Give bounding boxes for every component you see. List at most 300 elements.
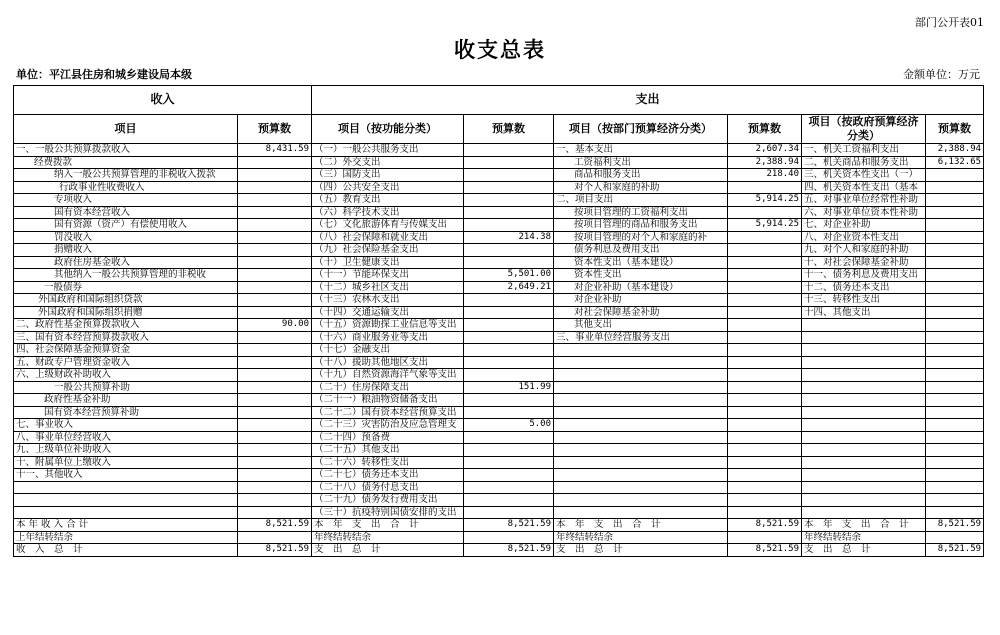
- cell-gov-economic-budget: [926, 294, 984, 307]
- cell-income-item: 行政事业性收费收入: [14, 181, 238, 194]
- cell-dept-economic-item: 支 出 总 计: [554, 544, 728, 557]
- table-row: [14, 269, 984, 282]
- cell-gov-economic-budget: [926, 456, 984, 469]
- cell-dept-economic-item: [554, 369, 728, 382]
- cell-income-budget: [238, 219, 312, 232]
- cell-dept-economic-item: 年终结转结余: [554, 531, 728, 544]
- table-row: [14, 369, 984, 382]
- cell-income-item: 一般债券: [14, 281, 238, 294]
- table-row: [14, 344, 984, 357]
- cell-functional-item: （十）卫生健康支出: [312, 256, 464, 269]
- cell-dept-economic-budget: [728, 456, 802, 469]
- cell-gov-economic-budget: 8,521.59: [926, 519, 984, 532]
- table-row: [14, 194, 984, 207]
- cell-gov-economic-item: [802, 481, 926, 494]
- cell-gov-economic-item: [802, 431, 926, 444]
- cell-income-budget: [238, 356, 312, 369]
- cell-dept-economic-item: [554, 356, 728, 369]
- col-header-functional-budget: 预算数: [464, 115, 554, 144]
- cell-income-item: 四、社会保障基金预算资金: [14, 344, 238, 357]
- cell-income-budget: 8,521.59: [238, 519, 312, 532]
- cell-gov-economic-budget: [926, 206, 984, 219]
- cell-functional-item: （八）社会保障和就业支出: [312, 231, 464, 244]
- cell-gov-economic-budget: [926, 481, 984, 494]
- col-header-income-budget: 预算数: [238, 115, 312, 144]
- table-row: [14, 181, 984, 194]
- table-row: [14, 169, 984, 182]
- cell-dept-economic-item: [554, 494, 728, 507]
- cell-functional-item: （三）国防支出: [312, 169, 464, 182]
- cell-functional-item: （十九）自然资源海洋气象等支出: [312, 369, 464, 382]
- table-row: [14, 319, 984, 332]
- cell-functional-budget: [464, 356, 554, 369]
- cell-income-item: 上年结转结余: [14, 531, 238, 544]
- cell-gov-economic-budget: [926, 194, 984, 207]
- cell-functional-item: （二十二）国有资本经营预算支出: [312, 406, 464, 419]
- cell-gov-economic-budget: 6,132.65: [926, 156, 984, 169]
- cell-dept-economic-budget: [728, 469, 802, 482]
- cell-income-item: 一般公共预算补助: [14, 381, 238, 394]
- cell-dept-economic-budget: [728, 294, 802, 307]
- cell-dept-economic-item: 按项目管理的工资福利支出: [554, 206, 728, 219]
- cell-dept-economic-budget: [728, 306, 802, 319]
- cell-dept-economic-item: 二、项目支出: [554, 194, 728, 207]
- cell-dept-economic-item: 对个人和家庭的补助: [554, 181, 728, 194]
- cell-functional-budget: [464, 319, 554, 332]
- cell-dept-economic-budget: [728, 406, 802, 419]
- cell-functional-item: （二十七）债务还本支出: [312, 469, 464, 482]
- cell-functional-item: （十四）交通运输支出: [312, 306, 464, 319]
- cell-gov-economic-item: 九、对个人和家庭的补助: [802, 244, 926, 257]
- col-header-functional-item: 项目（按功能分类）: [312, 115, 464, 144]
- cell-functional-item: 本 年 支 出 合 计: [312, 519, 464, 532]
- cell-dept-economic-budget: [728, 331, 802, 344]
- cell-functional-budget: 214.38: [464, 231, 554, 244]
- cell-gov-economic-item: [802, 419, 926, 432]
- cell-income-budget: [238, 469, 312, 482]
- cell-functional-budget: [464, 506, 554, 519]
- cell-functional-item: （十二）城乡社区支出: [312, 281, 464, 294]
- cell-dept-economic-item: 商品和服务支出: [554, 169, 728, 182]
- cell-functional-item: 支 出 总 计: [312, 544, 464, 557]
- cell-functional-item: （十五）资源勘探工业信息等支出: [312, 319, 464, 332]
- cell-functional-item: （十六）商业服务业等支出: [312, 331, 464, 344]
- cell-income-budget: [238, 256, 312, 269]
- cell-functional-item: （二十六）转移性支出: [312, 456, 464, 469]
- cell-gov-economic-item: [802, 469, 926, 482]
- cell-dept-economic-item: [554, 506, 728, 519]
- cell-gov-economic-budget: [926, 269, 984, 282]
- cell-income-budget: [238, 181, 312, 194]
- cell-gov-economic-budget: [926, 369, 984, 382]
- cell-income-item: 三、国有资本经营预算拨款收入: [14, 331, 238, 344]
- cell-income-budget: [238, 306, 312, 319]
- col-header-gov-economic-item: 项目（按政府预算经济分类）: [802, 115, 926, 144]
- cell-functional-budget: [464, 206, 554, 219]
- cell-dept-economic-budget: [728, 206, 802, 219]
- cell-gov-economic-budget: [926, 281, 984, 294]
- cell-functional-item: （十三）农林水支出: [312, 294, 464, 307]
- cell-functional-budget: [464, 306, 554, 319]
- cell-income-item: 政府住房基金收入: [14, 256, 238, 269]
- cell-gov-economic-budget: [926, 319, 984, 332]
- cell-income-item: [14, 506, 238, 519]
- cell-gov-economic-budget: [926, 431, 984, 444]
- cell-gov-economic-budget: [926, 344, 984, 357]
- cell-gov-economic-item: 十、对社会保障基金补助: [802, 256, 926, 269]
- cell-dept-economic-item: [554, 431, 728, 444]
- cell-dept-economic-item: 对社会保障基金补助: [554, 306, 728, 319]
- col-header-dept-economic-budget: 预算数: [728, 115, 802, 144]
- cell-dept-economic-item: 按项目管理的对个人和家庭的补: [554, 231, 728, 244]
- cell-income-budget: [238, 431, 312, 444]
- table-row: [14, 156, 984, 169]
- cell-gov-economic-budget: [926, 169, 984, 182]
- cell-dept-economic-item: 对企业补助（基本建设）: [554, 281, 728, 294]
- table-row: [14, 431, 984, 444]
- cell-functional-budget: [464, 244, 554, 257]
- cell-functional-item: （二十）住房保障支出: [312, 381, 464, 394]
- cell-income-budget: 8,431.59: [238, 144, 312, 157]
- cell-income-item: 经费拨款: [14, 156, 238, 169]
- cell-dept-economic-budget: [728, 356, 802, 369]
- cell-dept-economic-budget: [728, 369, 802, 382]
- budget-summary-table: [13, 85, 984, 557]
- cell-functional-budget: [464, 481, 554, 494]
- col-header-dept-economic-item: 项目（按部门预算经济分类）: [554, 115, 728, 144]
- cell-income-item: 八、事业单位经营收入: [14, 431, 238, 444]
- cell-income-budget: [238, 506, 312, 519]
- table-row: [14, 219, 984, 232]
- cell-functional-item: （十八）援助其他地区支出: [312, 356, 464, 369]
- cell-dept-economic-item: 对企业补助: [554, 294, 728, 307]
- cell-income-budget: [238, 394, 312, 407]
- col-header-income-item: 项目: [14, 115, 238, 144]
- cell-gov-economic-budget: [926, 181, 984, 194]
- cell-gov-economic-item: 支 出 总 计: [802, 544, 926, 557]
- cell-dept-economic-item: [554, 344, 728, 357]
- cell-income-budget: [238, 531, 312, 544]
- cell-functional-budget: [464, 531, 554, 544]
- cell-functional-item: （二十九）债务发行费用支出: [312, 494, 464, 507]
- table-row: [14, 406, 984, 419]
- cell-gov-economic-budget: 2,388.94: [926, 144, 984, 157]
- cell-dept-economic-budget: [728, 394, 802, 407]
- cell-dept-economic-budget: [728, 231, 802, 244]
- cell-functional-budget: 8,521.59: [464, 544, 554, 557]
- cell-income-item: 收 入 总 计: [14, 544, 238, 557]
- cell-functional-item: （二十一）粮油物资储备支出: [312, 394, 464, 407]
- cell-functional-item: （三十）抗疫特别国债安排的支出: [312, 506, 464, 519]
- cell-functional-budget: [464, 256, 554, 269]
- cell-dept-economic-budget: [728, 444, 802, 457]
- cell-gov-economic-item: 三、机关资本性支出（一）: [802, 169, 926, 182]
- cell-functional-budget: [464, 406, 554, 419]
- cell-gov-economic-budget: [926, 506, 984, 519]
- cell-dept-economic-budget: [728, 256, 802, 269]
- cell-gov-economic-item: 十一、债务利息及费用支出: [802, 269, 926, 282]
- table-row: [14, 331, 984, 344]
- cell-gov-economic-budget: [926, 356, 984, 369]
- cell-gov-economic-budget: [926, 494, 984, 507]
- cell-gov-economic-budget: 8,521.59: [926, 544, 984, 557]
- cell-functional-budget: [464, 394, 554, 407]
- cell-gov-economic-item: 一、机关工资福利支出: [802, 144, 926, 157]
- cell-gov-economic-item: [802, 406, 926, 419]
- cell-gov-economic-budget: [926, 381, 984, 394]
- cell-functional-item: （四）公共安全支出: [312, 181, 464, 194]
- cell-functional-budget: 5.00: [464, 419, 554, 432]
- section-header-row: [14, 86, 984, 115]
- cell-income-budget: [238, 294, 312, 307]
- cell-income-item: 罚没收入: [14, 231, 238, 244]
- cell-dept-economic-budget: 5,914.25: [728, 194, 802, 207]
- cell-income-item: 十、附属单位上缴收入: [14, 456, 238, 469]
- cell-functional-budget: [464, 219, 554, 232]
- cell-income-budget: [238, 456, 312, 469]
- cell-functional-item: （六）科学技术支出: [312, 206, 464, 219]
- cell-dept-economic-item: [554, 394, 728, 407]
- cell-dept-economic-item: [554, 469, 728, 482]
- cell-income-item: 国有资源（资产）有偿使用收入: [14, 219, 238, 232]
- cell-dept-economic-budget: 8,521.59: [728, 544, 802, 557]
- cell-functional-item: 年终结转结余: [312, 531, 464, 544]
- cell-dept-economic-budget: [728, 269, 802, 282]
- table-row: [14, 281, 984, 294]
- cell-income-budget: [238, 281, 312, 294]
- cell-functional-item: （一）一般公共服务支出: [312, 144, 464, 157]
- cell-dept-economic-budget: [728, 494, 802, 507]
- cell-functional-budget: [464, 494, 554, 507]
- cell-dept-economic-item: [554, 381, 728, 394]
- cell-income-budget: [238, 231, 312, 244]
- cell-income-budget: [238, 419, 312, 432]
- cell-income-item: 一、一般公共预算拨款收入: [14, 144, 238, 157]
- cell-gov-economic-budget: [926, 394, 984, 407]
- table-row: [14, 256, 984, 269]
- cell-functional-budget: [464, 194, 554, 207]
- cell-gov-economic-item: 十三、转移性支出: [802, 294, 926, 307]
- cell-income-budget: [238, 481, 312, 494]
- cell-gov-economic-item: 十四、其他支出: [802, 306, 926, 319]
- cell-dept-economic-budget: 218.40: [728, 169, 802, 182]
- cell-gov-economic-item: [802, 494, 926, 507]
- cell-functional-budget: 5,501.00: [464, 269, 554, 282]
- cell-gov-economic-item: [802, 356, 926, 369]
- cell-functional-budget: [464, 469, 554, 482]
- cell-dept-economic-item: 一、基本支出: [554, 144, 728, 157]
- cell-dept-economic-budget: [728, 244, 802, 257]
- income-section-header: 收入: [14, 86, 312, 115]
- cell-income-item: 本 年 收 入 合 计: [14, 519, 238, 532]
- table-row: [14, 469, 984, 482]
- cell-dept-economic-item: 本 年 支 出 合 计: [554, 519, 728, 532]
- cell-functional-item: （二十五）其他支出: [312, 444, 464, 457]
- cell-dept-economic-budget: 5,914.25: [728, 219, 802, 232]
- cell-dept-economic-item: [554, 481, 728, 494]
- cell-gov-economic-item: 年终结转结余: [802, 531, 926, 544]
- money-unit-label: 金额单位：万元: [903, 68, 980, 81]
- cell-gov-economic-item: 六、对事业单位资本性补助: [802, 206, 926, 219]
- cell-income-item: 五、财政专户管理资金收入: [14, 356, 238, 369]
- cell-income-item: 捐赠收入: [14, 244, 238, 257]
- form-number: 部门公开表01: [915, 16, 984, 29]
- cell-gov-economic-budget: [926, 419, 984, 432]
- cell-income-item: 纳入一般公共预算管理的非税收入拨款: [14, 169, 238, 182]
- cell-income-budget: [238, 194, 312, 207]
- cell-income-budget: 90.00: [238, 319, 312, 332]
- cell-gov-economic-item: [802, 506, 926, 519]
- cell-income-item: [14, 494, 238, 507]
- cell-functional-budget: [464, 444, 554, 457]
- cell-income-budget: [238, 331, 312, 344]
- page-title: 收支总表: [454, 37, 546, 62]
- column-header-row: [14, 115, 984, 144]
- cell-functional-item: （十七）金融支出: [312, 344, 464, 357]
- cell-gov-economic-budget: [926, 406, 984, 419]
- cell-income-item: 九、上级单位补助收入: [14, 444, 238, 457]
- cell-dept-economic-item: [554, 456, 728, 469]
- cell-dept-economic-budget: 8,521.59: [728, 519, 802, 532]
- cell-gov-economic-item: 七、对企业补助: [802, 219, 926, 232]
- cell-functional-item: （二十三）灾害防治及应急管理支: [312, 419, 464, 432]
- cell-gov-economic-item: [802, 394, 926, 407]
- cell-gov-economic-item: [802, 344, 926, 357]
- cell-income-budget: [238, 381, 312, 394]
- cell-income-item: [14, 481, 238, 494]
- cell-dept-economic-budget: [728, 531, 802, 544]
- cell-gov-economic-item: [802, 331, 926, 344]
- cell-gov-economic-item: [802, 444, 926, 457]
- cell-gov-economic-item: 二、机关商品和服务支出: [802, 156, 926, 169]
- cell-income-budget: [238, 369, 312, 382]
- cell-dept-economic-budget: [728, 181, 802, 194]
- cell-gov-economic-budget: [926, 444, 984, 457]
- cell-income-budget: [238, 206, 312, 219]
- cell-functional-budget: [464, 156, 554, 169]
- cell-functional-item: （十一）节能环保支出: [312, 269, 464, 282]
- cell-functional-budget: [464, 456, 554, 469]
- table-row: [14, 394, 984, 407]
- cell-dept-economic-budget: [728, 506, 802, 519]
- cell-gov-economic-budget: [926, 231, 984, 244]
- table-row: [14, 381, 984, 394]
- cell-income-item: 外国政府和国际组织捐赠: [14, 306, 238, 319]
- cell-functional-budget: 8,521.59: [464, 519, 554, 532]
- table-row: [14, 419, 984, 432]
- table-row: [14, 144, 984, 157]
- cell-functional-budget: 151.99: [464, 381, 554, 394]
- cell-functional-item: （七）文化旅游体育与传媒支出: [312, 219, 464, 232]
- cell-income-item: 外国政府和国际组织贷款: [14, 294, 238, 307]
- table-row: [14, 356, 984, 369]
- cell-dept-economic-item: 资本性支出: [554, 269, 728, 282]
- cell-income-item: 其他纳入一般公共预算管理的非税收: [14, 269, 238, 282]
- cell-gov-economic-budget: [926, 219, 984, 232]
- cell-functional-budget: [464, 331, 554, 344]
- cell-income-budget: [238, 269, 312, 282]
- cell-income-budget: [238, 344, 312, 357]
- table-row: [14, 444, 984, 457]
- cell-dept-economic-budget: 2,388.94: [728, 156, 802, 169]
- cell-gov-economic-budget: [926, 256, 984, 269]
- cell-income-item: 二、政府性基金预算拨款收入: [14, 319, 238, 332]
- cell-income-item: 政府性基金补助: [14, 394, 238, 407]
- cell-gov-economic-budget: [926, 244, 984, 257]
- cell-gov-economic-budget: [926, 531, 984, 544]
- cell-functional-budget: [464, 294, 554, 307]
- cell-dept-economic-budget: [728, 344, 802, 357]
- cell-income-item: 六、上级财政补助收入: [14, 369, 238, 382]
- cell-dept-economic-budget: [728, 319, 802, 332]
- cell-gov-economic-item: 四、机关资本性支出（基本: [802, 181, 926, 194]
- cell-functional-budget: 2,649.21: [464, 281, 554, 294]
- cell-gov-economic-budget: [926, 469, 984, 482]
- expense-section-header: 支出: [312, 86, 984, 115]
- cell-income-budget: 8,521.59: [238, 544, 312, 557]
- cell-gov-economic-item: [802, 369, 926, 382]
- cell-gov-economic-item: [802, 381, 926, 394]
- table-row: [14, 544, 984, 557]
- cell-functional-item: （二）外交支出: [312, 156, 464, 169]
- cell-dept-economic-item: 三、事业单位经营服务支出: [554, 331, 728, 344]
- table-row: [14, 519, 984, 532]
- cell-dept-economic-item: 工资福利支出: [554, 156, 728, 169]
- cell-gov-economic-item: 十二、债务还本支出: [802, 281, 926, 294]
- cell-income-item: 七、事业收入: [14, 419, 238, 432]
- cell-income-budget: [238, 494, 312, 507]
- cell-income-budget: [238, 406, 312, 419]
- table-row: [14, 531, 984, 544]
- cell-dept-economic-item: 按项目管理的商品和服务支出: [554, 219, 728, 232]
- cell-income-item: 国有资本经营收入: [14, 206, 238, 219]
- cell-functional-budget: [464, 431, 554, 444]
- table-row: [14, 506, 984, 519]
- cell-income-item: 国有资本经营预算补助: [14, 406, 238, 419]
- cell-income-budget: [238, 156, 312, 169]
- cell-dept-economic-item: [554, 444, 728, 457]
- cell-dept-economic-item: 其他支出: [554, 319, 728, 332]
- cell-functional-budget: [464, 369, 554, 382]
- cell-income-budget: [238, 169, 312, 182]
- table-row: [14, 294, 984, 307]
- col-header-gov-economic-budget: 预算数: [926, 115, 984, 144]
- cell-dept-economic-budget: [728, 431, 802, 444]
- cell-gov-economic-item: [802, 456, 926, 469]
- cell-functional-item: （二十八）债务付息支出: [312, 481, 464, 494]
- cell-dept-economic-item: [554, 419, 728, 432]
- table-row: [14, 244, 984, 257]
- cell-dept-economic-item: 资本性支出（基本建设）: [554, 256, 728, 269]
- cell-functional-item: （二十四）预备费: [312, 431, 464, 444]
- cell-dept-economic-budget: [728, 419, 802, 432]
- cell-gov-economic-budget: [926, 331, 984, 344]
- cell-functional-budget: [464, 344, 554, 357]
- table-row: [14, 206, 984, 219]
- cell-functional-item: （九）社会保险基金支出: [312, 244, 464, 257]
- table-row: [14, 456, 984, 469]
- cell-functional-budget: [464, 169, 554, 182]
- cell-gov-economic-item: 本 年 支 出 合 计: [802, 519, 926, 532]
- cell-income-budget: [238, 244, 312, 257]
- table-row: [14, 306, 984, 319]
- unit-label: 单位：平江县住房和城乡建设局本级: [16, 68, 192, 81]
- table-row: [14, 231, 984, 244]
- cell-gov-economic-item: [802, 319, 926, 332]
- cell-gov-economic-item: 八、对企业资本性支出: [802, 231, 926, 244]
- cell-gov-economic-item: 五、对事业单位经常性补助: [802, 194, 926, 207]
- table-row: [14, 494, 984, 507]
